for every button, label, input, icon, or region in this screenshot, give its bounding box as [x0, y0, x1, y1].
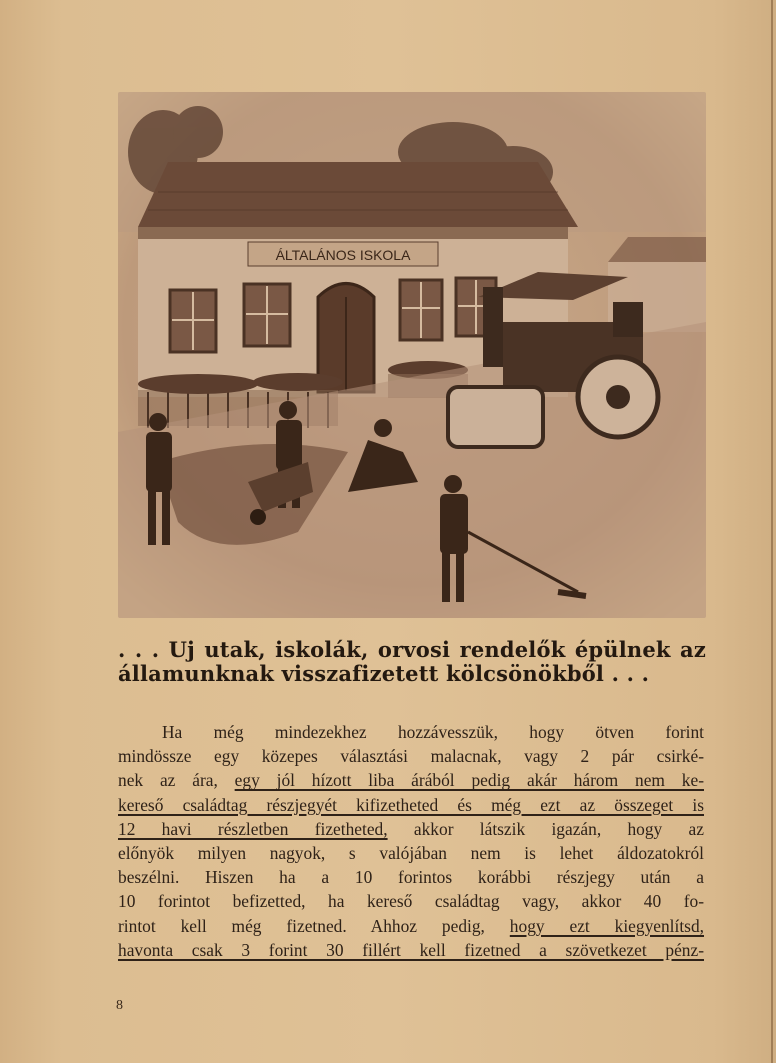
caption-line-2: államunknak visszafizetett kölcsönökből . . .	[118, 661, 650, 687]
text-line	[118, 841, 704, 865]
underlined-text-segment: kereső családtag részjegyét kifizetheted és még ezt az összeget is	[118, 794, 704, 815]
text-segment: Ha még mindezekhez hozzávesszük, hogy ötven forint	[162, 722, 704, 742]
text-segment: nek az ára,	[118, 770, 235, 791]
underlined-text-segment: hogy ezt kiegyenlítsd,	[509, 915, 704, 936]
text-segment: előnyök milyen nagyok, s valójában nem is lehet áldozatokról	[118, 842, 704, 863]
text-line	[118, 744, 704, 768]
page-number: 8	[116, 998, 123, 1013]
text-line	[118, 938, 704, 962]
school-sign-text: ÁLTALÁNOS ISKOLA	[275, 247, 411, 263]
text-segment: beszélni. Hiszen ha a 10 forintos korábbi részjegy után a	[118, 867, 704, 888]
caption-line-1: . . . Uj utak, iskolák, orvosi rendelők épülnek az	[118, 637, 706, 662]
text-line	[118, 768, 704, 792]
text-line	[118, 914, 704, 938]
text-segment: mindössze egy közepes választási malacnak, vagy 2 pár csirké-	[118, 746, 704, 767]
underlined-text-segment: egy jól hízott liba árából pedig akár három nem ke-	[234, 770, 704, 791]
text-segment: akkor látszik igazán, hogy az	[387, 818, 704, 839]
text-line	[118, 793, 704, 817]
illustration	[118, 92, 706, 618]
underlined-text-segment: 12 havi részletben fizetheted,	[118, 818, 388, 839]
text-line	[118, 889, 704, 913]
text-line	[118, 817, 704, 841]
underlined-text-segment: havonta csak 3 forint 30 fillért kell fizetned a szövetkezet pénz-	[118, 939, 704, 960]
text-segment: rintot kell még fizetned. Ahhoz pedig,	[118, 915, 510, 936]
text-line	[118, 865, 704, 889]
text-segment: 10 forintot befizetted, ha kereső családtag vagy, akkor 40 fo-	[118, 891, 704, 912]
page-fold	[771, 0, 773, 1063]
street-scene-drawing	[118, 92, 706, 618]
illustration-caption	[118, 636, 706, 687]
body-paragraph	[118, 720, 704, 962]
text-line	[118, 720, 704, 744]
